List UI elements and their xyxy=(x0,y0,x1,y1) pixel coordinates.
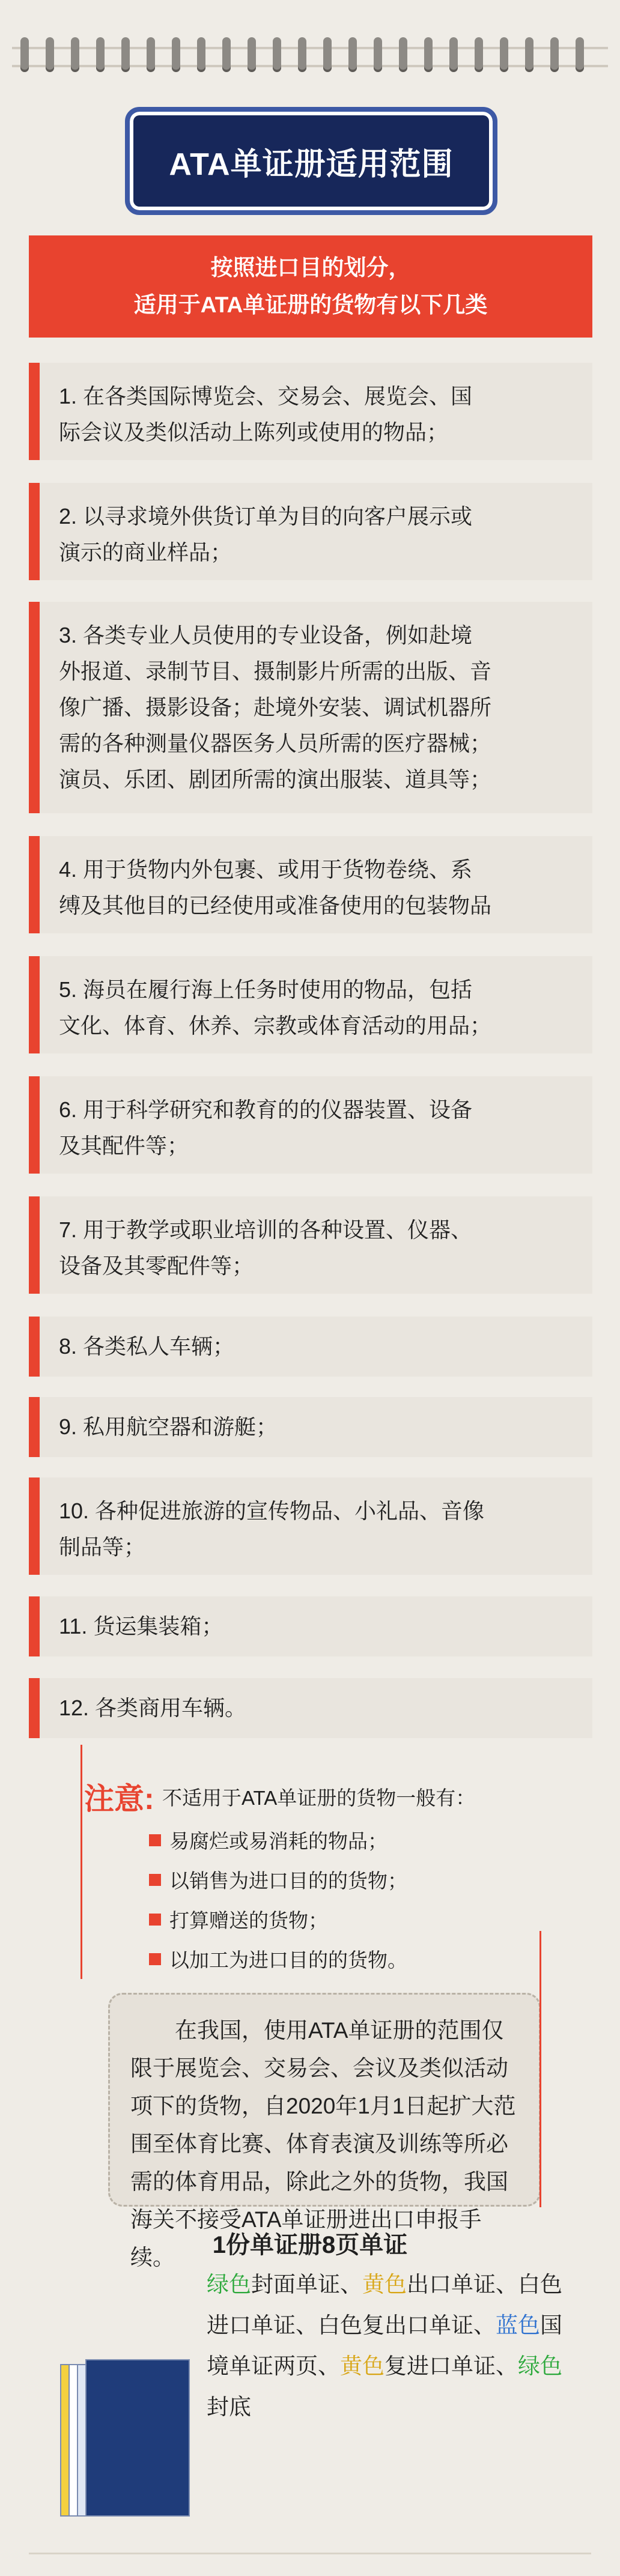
list-item-1 xyxy=(29,363,592,460)
bottom-title: 1份单证册8页单证 xyxy=(212,2232,408,2258)
note-accent-line xyxy=(81,1745,82,1979)
note-item xyxy=(149,1826,388,1854)
list-item-8 xyxy=(29,1317,592,1377)
binding-rings xyxy=(0,0,620,107)
list-item-7 xyxy=(29,1196,592,1294)
binding-ring-icon xyxy=(576,37,584,72)
item-line: 设备及其零配件等； xyxy=(59,1253,254,1278)
note-item xyxy=(149,1945,407,1973)
color-yellow: 黄色 xyxy=(362,2272,407,2297)
item-line: 1. 在各类国际博览会、交易会、展览会、国 xyxy=(59,384,473,408)
binding-ring-icon xyxy=(71,37,79,72)
binding-ring-icon xyxy=(475,37,483,72)
item-line: 12. 各类商用车辆。 xyxy=(59,1696,247,1720)
bullet-square-icon xyxy=(149,1834,161,1846)
item-line: 7. 用于教学或职业培训的各种设置、仪器、 xyxy=(59,1217,473,1242)
list-item-2 xyxy=(29,483,592,580)
item-line: 及其配件等； xyxy=(59,1133,189,1158)
item-line: 11. 货运集装箱； xyxy=(59,1614,223,1638)
blue-book-icon xyxy=(85,2359,190,2517)
item-line: 8. 各类私人车辆； xyxy=(59,1334,235,1359)
note-item-text: 以加工为进口目的的货物。 xyxy=(169,1949,407,1971)
item-line: 演员、乐团、剧团所需的演出服装、道具等； xyxy=(59,767,492,792)
text-segment: 出口单证、白色进口单证、白色复出口单证、 xyxy=(207,2272,562,2338)
text-segment: 国境单证两页、 xyxy=(207,2313,562,2378)
intro-banner xyxy=(29,235,592,338)
note-item xyxy=(149,1865,407,1894)
item-line: 10. 各种促进旅游的宣传物品、小礼品、音像 xyxy=(59,1499,485,1523)
list-item-6 xyxy=(29,1076,592,1174)
color-green: 绿色 xyxy=(207,2272,251,2297)
title-badge xyxy=(125,107,497,215)
scope-text: 在我国，使用ATA单证册的范围仅限于展览会、交易会、会议及类似活动项下的货物，自2020年1月1日起扩大范围至体育比赛、体育表演及训练等所必需的体育用品，除此之外的货物，我国海关不接受ATA单证册进出口申报手续。 xyxy=(130,2018,516,2270)
note-subtitle: 不适用于ATA单证册的货物一般有： xyxy=(162,1787,476,1809)
list-item-3 xyxy=(29,602,592,813)
note-item-text: 打算赠送的货物； xyxy=(169,1909,328,1932)
item-line: 4. 用于货物内外包裹、或用于货物卷绕、系 xyxy=(59,857,473,882)
intro-line-1: 按照进口目的划分， xyxy=(210,255,411,280)
binding-ring-icon xyxy=(248,37,256,72)
binding-ring-icon xyxy=(222,37,231,72)
binding-ring-icon xyxy=(147,37,155,72)
note-item-text: 易腐烂或易消耗的物品； xyxy=(169,1830,388,1852)
item-line: 文化、体育、休养、宗教或体育活动的用品； xyxy=(59,1013,492,1038)
item-line: 像广播、摄影设备；赴境外安装、调试机器所 xyxy=(59,695,492,720)
item-line: 需的各种测量仪器医务人员所需的医疗器械； xyxy=(59,731,492,756)
binding-ring-icon xyxy=(424,37,433,72)
binding-ring-icon xyxy=(550,37,559,72)
bottom-divider xyxy=(29,2553,591,2554)
list-item-11 xyxy=(29,1596,592,1656)
text-segment: 封面单证、 xyxy=(251,2272,362,2297)
binding-ring-icon xyxy=(298,37,306,72)
item-line: 外报道、录制节目、摄制影片所需的出版、音 xyxy=(59,659,492,683)
item-line: 制品等； xyxy=(59,1535,146,1559)
item-line: 2. 以寻求境外供货订单为目的向客户展示或 xyxy=(59,504,473,529)
intro-line-2: 适用于ATA单证册的货物有以下几类 xyxy=(133,292,488,317)
item-line: 5. 海员在履行海上任务时使用的物品，包括 xyxy=(59,977,473,1002)
binding-ring-icon xyxy=(197,37,205,72)
note-item-text: 以销售为进口目的的货物； xyxy=(169,1870,407,1892)
binding-ring-icon xyxy=(20,37,29,72)
binding-ring-icon xyxy=(374,37,382,72)
bullet-square-icon xyxy=(149,1874,161,1886)
binding-ring-icon xyxy=(500,37,508,72)
page-title: ATA单证册适用范围 xyxy=(169,147,454,182)
color-green: 绿色 xyxy=(518,2354,562,2378)
binding-ring-icon xyxy=(273,37,281,72)
binding-ring-icon xyxy=(46,37,54,72)
binding-ring-icon xyxy=(121,37,130,72)
note-item xyxy=(149,1905,328,1933)
ata-carnet-books-illustration xyxy=(60,2360,192,2517)
binding-ring-icon xyxy=(525,37,533,72)
color-yellow: 黄色 xyxy=(340,2354,384,2378)
text-segment: 复进口单证、 xyxy=(384,2354,518,2378)
item-line: 6. 用于科学研究和教育的的仪器装置、设备 xyxy=(59,1097,473,1122)
binding-ring-icon xyxy=(348,37,357,72)
item-line: 缚及其他目的已经使用或准备使用的包装物品 xyxy=(59,893,492,918)
bottom-description xyxy=(207,2264,579,2428)
scope-accent-line xyxy=(539,1931,541,2207)
color-blue: 蓝色 xyxy=(496,2313,540,2338)
list-item-10 xyxy=(29,1477,592,1575)
binding-ring-icon xyxy=(96,37,105,72)
item-line: 3. 各类专业人员使用的专业设备，例如赴境 xyxy=(59,623,473,647)
bullet-square-icon xyxy=(149,1914,161,1926)
item-line: 演示的商业样品； xyxy=(59,540,232,565)
bullet-square-icon xyxy=(149,1953,161,1965)
list-item-12 xyxy=(29,1678,592,1738)
list-item-4 xyxy=(29,836,592,933)
binding-ring-icon xyxy=(399,37,407,72)
binding-ring-icon xyxy=(323,37,332,72)
item-line: 9. 私用航空器和游艇； xyxy=(59,1414,278,1439)
text-segment: 封底 xyxy=(207,2395,251,2419)
binding-ring-icon xyxy=(449,37,458,72)
binding-ring-icon xyxy=(172,37,180,72)
list-item-5 xyxy=(29,956,592,1053)
list-item-9 xyxy=(29,1397,592,1457)
note-title: 注意: xyxy=(84,1782,154,1816)
item-line: 际会议及类似活动上陈列或使用的物品； xyxy=(59,420,449,444)
